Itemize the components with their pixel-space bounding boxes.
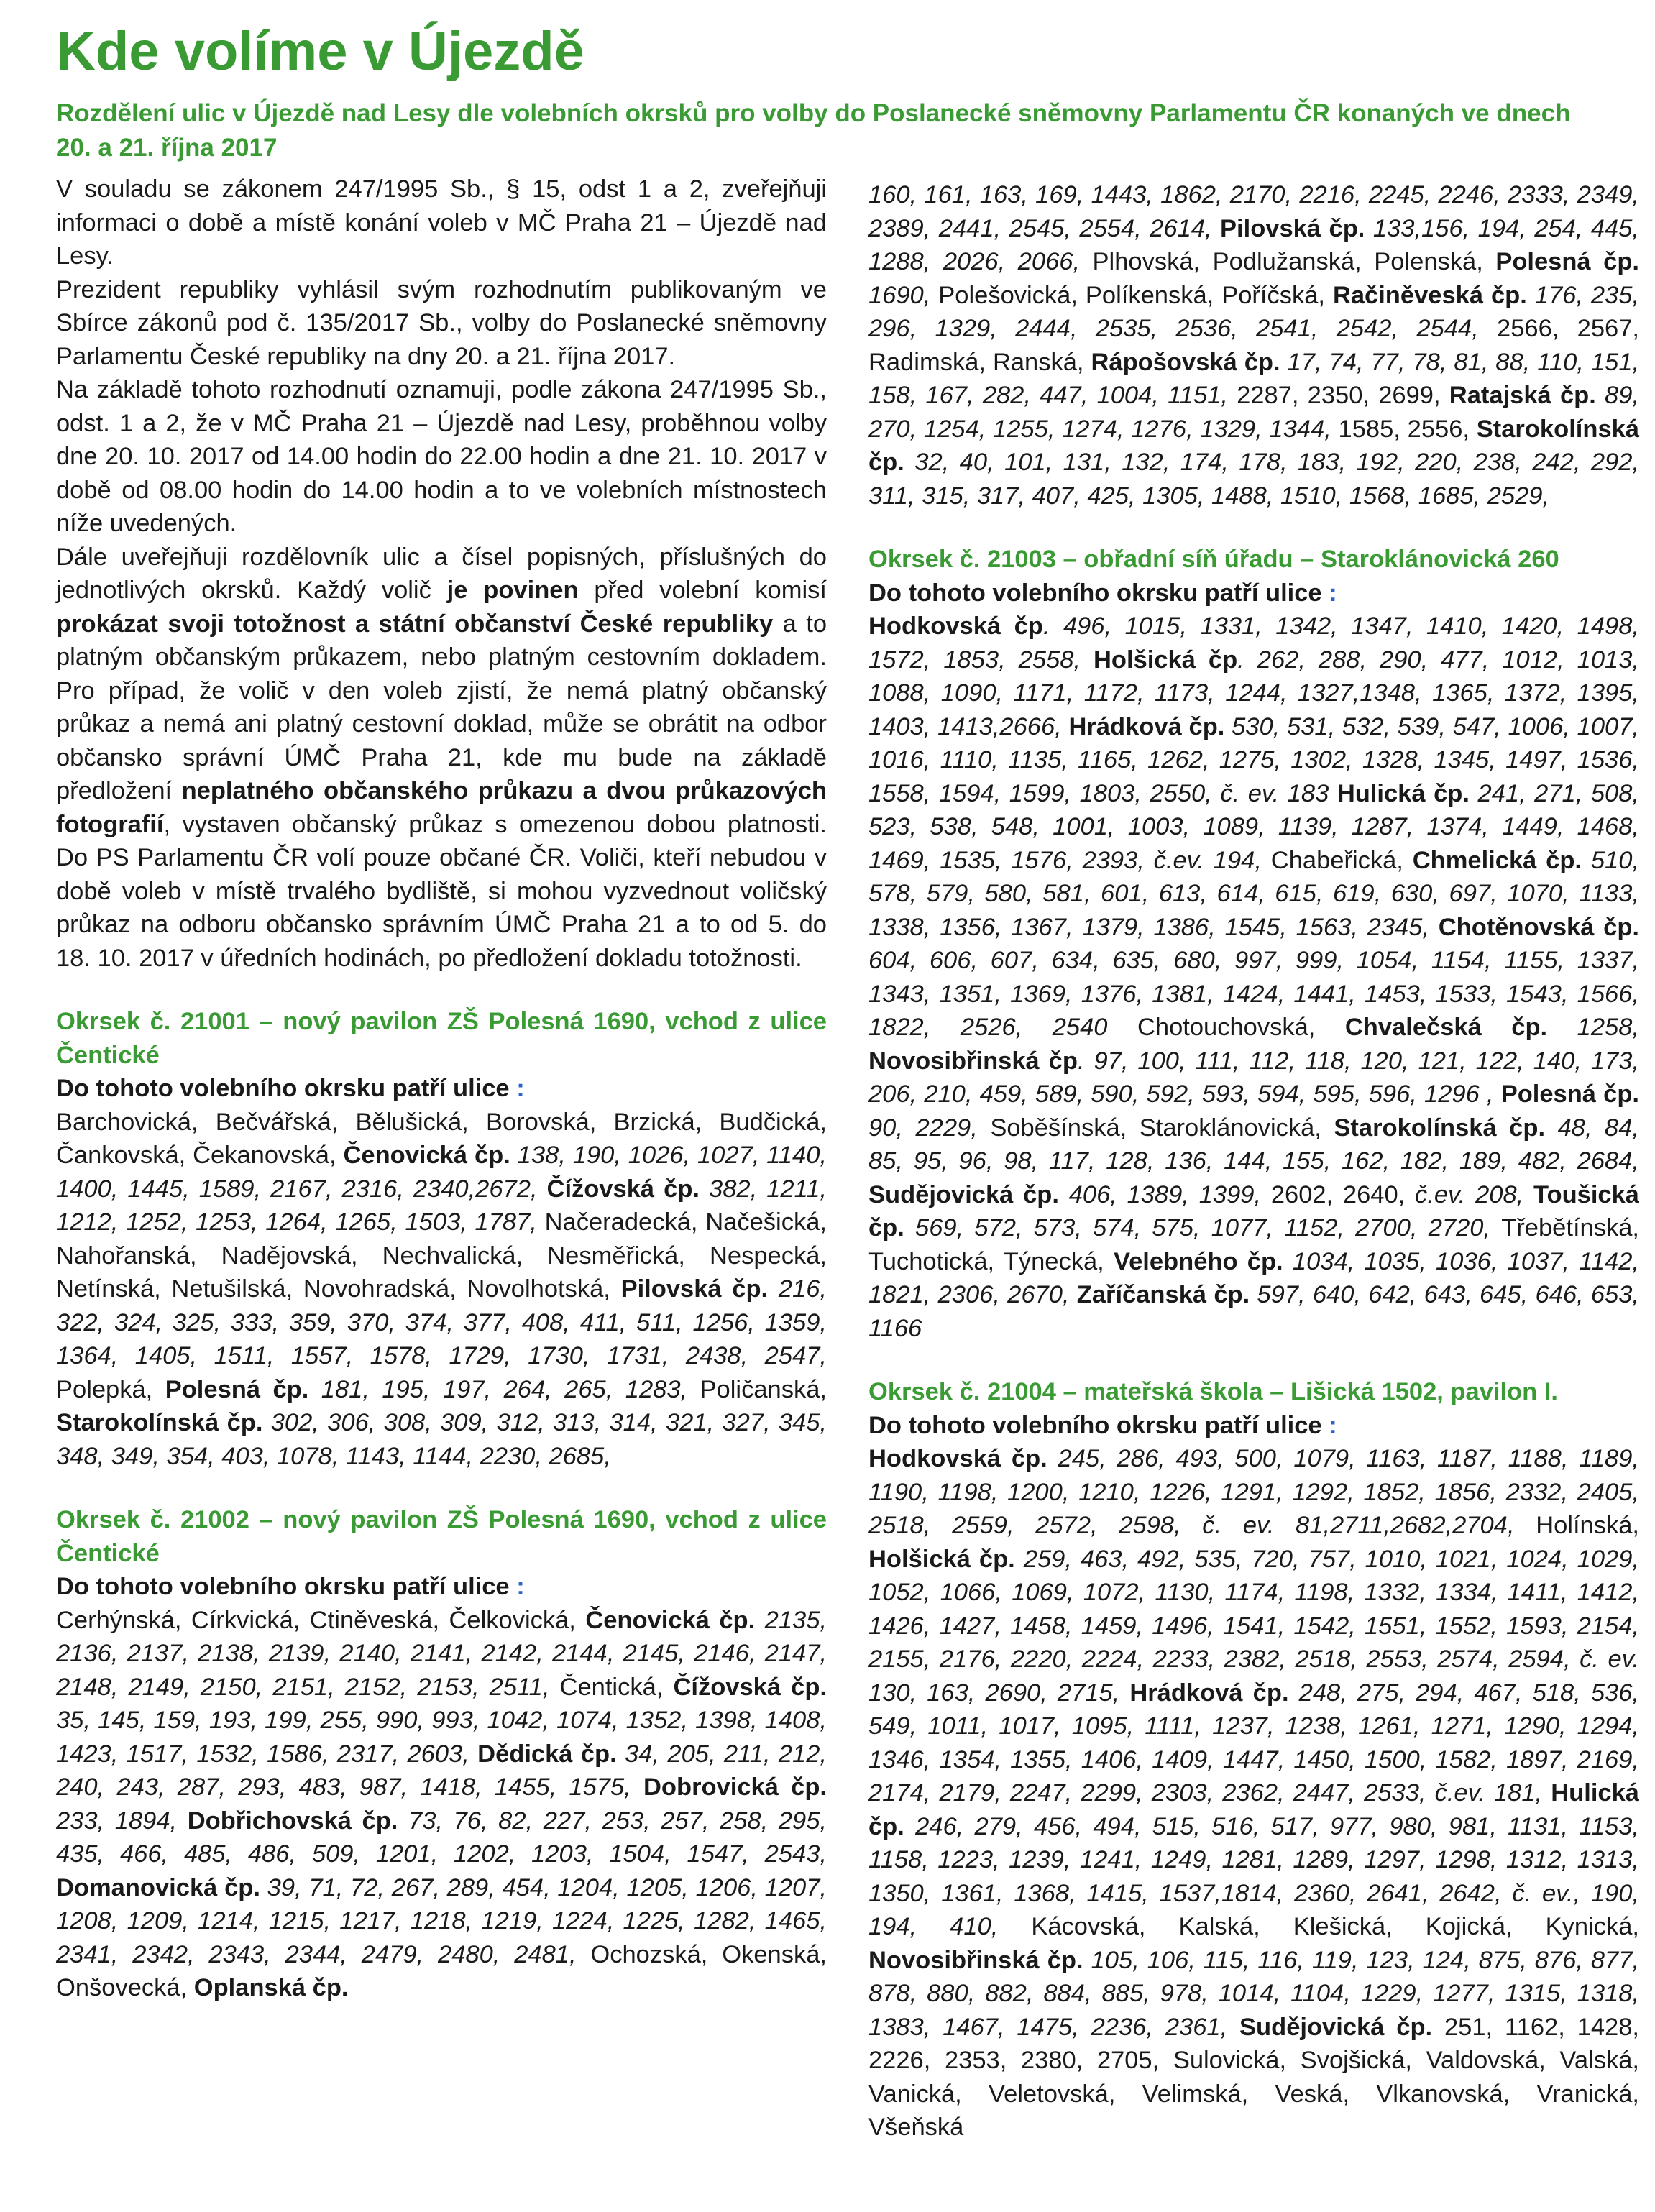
subheading-colon: : <box>1329 579 1337 607</box>
right-column <box>868 178 1639 2144</box>
house-numbers: 34, 205, 211, 212, 240, 243, 287, 293, 483, 987, 1418, 1455, 1575, <box>56 1740 827 1801</box>
street-name: Chvalečská čp. <box>1344 1014 1548 1041</box>
house-numbers: 604, 606, 607, 634, 635, 680, 997, 999, 1054, 1154, 1155, 1337, 1343, 1351, 1369, 1376, 1381, 1424, 1441, 1453, 1533, 1543, 1566, 1822, 2526, 2540 <box>868 947 1639 1041</box>
street-list <box>868 610 1639 1345</box>
intro-paragraph: Na základě tohoto rozhodnutí oznamuji, podle zákona 247/1995 Sb., odst. 1 a 2, že v MČ Praha 21 – Újezdě nad Lesy, proběhnou volby dne 20. 10. 2017 od 14.00 hodin do 22.00 hodin a dne 21. 10. 2017 v době od 08.00 hodin do 14.00 hodin a to ve volebních místnostech níže uvedených. <box>56 376 827 537</box>
house-numbers: . 496, 1015, 1331, 1342, 1347, 1410, 1420, 1498, 1572, 1853, 2558, <box>868 612 1639 674</box>
intro-paragraph: Dále uveřejňuji rozdělovník ulic a čísel popisných, příslušných do jednotlivých okrsků. Každý volič je povinen před volební komisí prokázat svoji totožnost a státní občanství České republiky a to platným občanským průkazem, nebo platným cestovním dokladem. Pro případ, že volič v den voleb zjistí, že nemá platný občanský průkaz a nemá ani platný cestovní doklad, může se obrátit na odbor občansko správní ÚMČ Praha 21, kde mu bude na základě předložení neplatného občanského průkazu a dvou průkazových fotografií, vystaven občanský průkaz s omezenou dobou platnosti. Do PS Parlamentu ČR volí pouze občané ČR. Voliči, kteří nebudou v době voleb v místě trvalého bydliště, si mohou vyzvednout voličský průkaz na odboru občansko správním ÚMČ Praha 21 a to od 5. do 18. 10. 2017 v úředních hodinách, po předložení dokladu totožnosti. <box>56 543 827 972</box>
street-name: Starokolínská čp. <box>868 415 1640 476</box>
street-name: Chmelická čp. <box>1412 846 1582 874</box>
street-name: Starokolínská čp. <box>1334 1114 1546 1142</box>
emphasis: je povinen <box>446 577 579 604</box>
house-numbers: 510, 578, 579, 580, 581, 601, 613, 614, 615, 619, 630, 697, 1070, 1133, 1338, 1356, 1367, 1379, 1386, 1545, 1563, 2345, <box>868 846 1639 941</box>
street-name: Novosibřinská čp. <box>868 1946 1083 1974</box>
subheading-colon: : <box>516 1573 525 1600</box>
street-name: Chotěnovská čp. <box>1438 913 1639 941</box>
street-names: Poličanská, <box>700 1375 827 1403</box>
street-names: Chabeřická, <box>1270 846 1413 874</box>
street-name: Čížovská čp. <box>673 1673 827 1701</box>
street-name: Polesná čp. <box>1500 1080 1639 1108</box>
district-21001 <box>56 1005 827 1473</box>
street-name: Hodkovská čp <box>868 612 1043 640</box>
street-list <box>56 1106 827 1474</box>
street-names: Chotouchovská, <box>1137 1014 1345 1041</box>
house-numbers: 259, 463, 492, 535, 720, 757, 1010, 1021, 1024, 1029, 1052, 1066, 1069, 1072, 1130, 1174, 1198, 1332, 1334, 1411, 1412, 1426, 1427, 1458, 1459, 1496, 1541, 1542, 1551, 1552, 1593, 2154, 2155, 2176, 2220, 2224, 2233, 2382, 2518, 2553, 2574, 2594, č. ev. 130, 163, 2690, 2715, <box>868 1545 1639 1707</box>
street-name: Novosibřinská čp <box>868 1047 1078 1075</box>
street-name: Sudějovická čp. <box>868 1180 1059 1208</box>
house-numbers: 39, 71, 72, 267, 289, 454, 1204, 1205, 1206, 1207, 1208, 1209, 1214, 1215, 1217, 1218, 1219, 1224, 1225, 1282, 1465, 2341, 2342, 2343, 2344, 2479, 2480, 2481, <box>56 1873 827 1968</box>
street-name: Hrádková čp. <box>1129 1679 1289 1707</box>
street-name: Starokolínská čp. <box>56 1409 263 1436</box>
subheading-text: Do tohoto volebního okrsku patří ulice <box>868 1411 1322 1439</box>
district-subheading <box>56 1570 827 1604</box>
house-numbers: 89, 270, 1254, 1255, 1274, 1276, 1329, 1344, <box>868 382 1640 443</box>
house-numbers: 32, 40, 101, 131, 132, 174, 178, 183, 192, 220, 238, 242, 292, 311, 315, 317, 407, 425, 1305, 1488, 1510, 1568, 1685, 2529, <box>868 449 1639 510</box>
house-numbers: 181, 195, 197, 264, 265, 1283, <box>308 1375 700 1403</box>
street-name: Hulická čp. <box>1337 779 1470 807</box>
street-names: Holínská, <box>1536 1512 1639 1539</box>
street-names: Třebětínská, Tuchotická, Týnecká, <box>868 1214 1639 1275</box>
house-numbers: 17, 74, 77, 78, 81, 88, 110, 151, 158, 167, 282, 447, 1004, 1151, <box>868 348 1639 409</box>
street-name: Toušická čp. <box>868 1180 1639 1242</box>
district-heading: Okrsek č. 21001 – nový pavilon ZŠ Polesná 1690, vchod z ulice Čentické <box>56 1008 827 1069</box>
subheading-text: Do tohoto volebního okrsku patří ulice <box>868 579 1322 607</box>
house-numbers: 302, 306, 308, 309, 312, 313, 314, 321, 327, 345, 348, 349, 354, 403, 1078, 1143, 1144, 2230, 2685, <box>56 1409 828 1470</box>
intro-paragraph: Prezident republiky vyhlásil svým rozhodnutím publikovaným ve Sbírce zákonů pod č. 135/2017 Sb., volby do Poslanecké sněmovny Parlamentu České republiky na dny 20. a 21. října 2017. <box>56 275 827 370</box>
street-name: Rápošovská čp. <box>1091 348 1280 376</box>
district-heading: Okrsek č. 21003 – obřadní síň úřadu – Staroklánovická 260 <box>868 546 1559 573</box>
house-numbers: 382, 1211, 1212, 1252, 1253, 1264, 1265, 1503, 1787, <box>56 1175 827 1236</box>
house-numbers: 2135, 2136, 2137, 2138, 2139, 2140, 2141, 2142, 2144, 2145, 2146, 2147, 2148, 2149, 2150, 2151, 2152, 2153, 2511, <box>56 1606 827 1701</box>
district-heading: Okrsek č. 21004 – mateřská škola – Lišická 1502, pavilon I. <box>868 1378 1558 1405</box>
street-name: Čenovická čp. <box>585 1606 756 1634</box>
street-names: Čentická, <box>559 1673 674 1701</box>
street-name: Zaříčanská čp. <box>1076 1281 1250 1308</box>
district-21002 <box>56 1503 827 2005</box>
street-names: Plhovská, Podlužanská, Polenská, <box>1092 248 1496 275</box>
district-subheading <box>868 577 1639 610</box>
house-numbers: 48, 84, 85, 95, 96, 98, 117, 128, 136, 144, 155, 162, 182, 189, 482, 2684, <box>868 1114 1640 1175</box>
street-name: Račiněveská čp. <box>1332 281 1527 309</box>
house-numbers: 245, 286, 493, 500, 1079, 1163, 1187, 1188, 1189, 1190, 1198, 1200, 1210, 1226, 1291, 1292, 1852, 1856, 2332, 2405, 2518, 2559, 2572, 2598, č. ev. 81,2711,2682,2704, <box>868 1445 1639 1539</box>
intro-paragraph: V souladu se zákonem 247/1995 Sb., § 15, odst 1 a 2, zveřejňuji informaci o době a místě konání voleb v MČ Praha 21 – Újezdě nad Lesy. <box>56 175 827 270</box>
street-name: Ratajská čp. <box>1449 382 1596 409</box>
house-numbers: 569, 572, 573, 574, 575, 1077, 1152, 2700, 2720, <box>904 1214 1502 1242</box>
street-names: Barchovická, Bečvářská, Bělušická, Borovská, Brzická, Budčická, Čankovská, Čekanovská, <box>56 1108 827 1169</box>
street-list-continued <box>868 178 1639 513</box>
street-name: Hrádková čp. <box>1068 712 1225 740</box>
emphasis: neplatného občanského průkazu a dvou průkazových fotografií <box>56 777 827 838</box>
district-21004 <box>868 1375 1639 2144</box>
district-heading: Okrsek č. 21002 – nový pavilon ZŠ Polesná 1690, vchod z ulice Čentické <box>56 1506 827 1567</box>
house-numbers: 241, 271, 508, 523, 538, 548, 1001, 1003, 1089, 1139, 1287, 1374, 1449, 1468, 1469, 1535, 1576, 2393, č.ev. 194, <box>868 779 1639 874</box>
street-name: Oplanská čp. <box>193 1974 349 2001</box>
street-names: 2602, 2640, <box>1270 1180 1416 1208</box>
street-names: Soběšínská, Staroklánovická, <box>990 1114 1334 1142</box>
subheading-colon: : <box>1329 1411 1337 1439</box>
street-names: Polepká, <box>56 1375 165 1403</box>
street-name: Pilovská čp. <box>620 1275 769 1303</box>
street-name: Dědická čp. <box>477 1740 617 1768</box>
house-numbers: 73, 76, 82, 227, 253, 257, 258, 295, 435, 466, 485, 486, 509, 1201, 1202, 1203, 1504, 1547, 2543, <box>56 1807 828 1868</box>
district-21003 <box>868 543 1639 1345</box>
street-names: 2566, 2567, Radimská, Ranská, <box>868 315 1639 376</box>
street-names: Ochozská, Okenská, Onšovecká, <box>56 1940 827 2001</box>
district-subheading <box>868 1409 1639 1443</box>
street-names: Polešovická, Políkenská, Poříčská, <box>938 281 1333 309</box>
house-numbers: 597, 640, 642, 643, 645, 646, 653, 1166 <box>868 1281 1639 1342</box>
house-numbers: 233, 1894, <box>56 1807 188 1835</box>
street-name: Holšická čp. <box>868 1545 1015 1573</box>
street-name: Čenovická čp. <box>343 1142 510 1169</box>
street-name: Hulická čp. <box>868 1779 1639 1840</box>
house-numbers: 216, 322, 324, 325, 333, 359, 370, 374, 377, 408, 411, 511, 1256, 1359, 1364, 1405, 1511, 1557, 1578, 1729, 1730, 1731, 2438, 2547, <box>56 1275 827 1369</box>
house-numbers: . 262, 288, 290, 477, 1012, 1013, 1088, 1090, 1171, 1172, 1173, 1244, 1327,1348, 1365, 1372, 1395, 1403, 1413,2666, <box>868 646 1639 740</box>
subheading-text: Do tohoto volebního okrsku patří ulice <box>56 1075 510 1102</box>
street-name: Sudějovická čp. <box>1239 2013 1433 2041</box>
subheading-colon: : <box>516 1075 525 1102</box>
house-numbers: 133,156, 194, 254, 445, 1288, 2026, 2066, <box>868 214 1640 275</box>
house-numbers: 248, 275, 294, 467, 518, 536, 549, 1011, 1017, 1095, 1111, 1237, 1238, 1261, 1271, 1290, 1294, 1346, 1354, 1355, 1406, 1409, 1447, 1450, 1500, 1582, 1897, 2169, 2174, 2179, 2247, 2299, 2303, 2362, 2447, 2533, č.ev. 181, <box>868 1679 1639 1807</box>
house-numbers: 105, 106, 115, 116, 119, 123, 124, 875, 876, 877, 878, 880, 882, 884, 885, 978, 1014, 1104, 1229, 1277, 1315, 1318, 1383, 1467, 1475, 2236, 2361, <box>868 1946 1639 2041</box>
street-names: 1585, 2556, <box>1338 415 1477 443</box>
house-numbers: 1034, 1035, 1036, 1037, 1142, 1821, 2306, 2670, <box>868 1247 1639 1308</box>
house-numbers: . 97, 100, 111, 112, 118, 120, 121, 122, 140, 173, 206, 210, 459, 589, 590, 592, 593, 594, 595, 596, 1296 , <box>868 1047 1639 1108</box>
street-list <box>56 1604 827 2005</box>
page-subtitle: Rozdělení ulic v Újezdě nad Lesy dle volebních okrsků pro volby do Poslanecké sněmovny Parlamentu ČR konaných ve dnech 20. a 21. října 2017 <box>56 99 1571 162</box>
street-name: Dobřichovská čp. <box>187 1807 398 1835</box>
street-name: Polesná čp. <box>1495 248 1639 275</box>
street-names: Cerhýnská, Církvická, Ctiněveská, Čelkovická, <box>56 1606 586 1634</box>
house-numbers: 1258, <box>1547 1014 1639 1041</box>
street-name: Domanovická čp. <box>56 1873 260 1901</box>
house-numbers: 138, 190, 1026, 1027, 1140, 1400, 1445, 1589, 2167, 2316, 2340,2672, <box>56 1142 827 1203</box>
house-numbers: 90, 2229, <box>868 1114 991 1142</box>
street-names: 251, 1162, 1428, 2226, 2353, 2380, 2705, Sulovická, Svojšická, Valdovská, Valská, Vanická, Veletovská, Velimská, Veská, Vlkanovská, Vranická, Všeňská <box>868 2013 1639 2141</box>
street-names: Kácovská, Kalská, Klešická, Kojická, Kynická, <box>1031 1913 1640 1940</box>
street-names: Načeradecká, Načešická, Nahořanská, Nadějovská, Nechvalická, Nesměřická, Nespecká, Netínská, Netušilská, Novohradská, Novolhotská, <box>56 1208 827 1303</box>
street-name: Čížovská čp. <box>546 1175 700 1203</box>
house-numbers: 35, 145, 159, 193, 199, 255, 990, 993, 1042, 1074, 1352, 1398, 1408, 1423, 1517, 1532, 1586, 2317, 2603, <box>56 1707 827 1768</box>
house-numbers: 176, 235, 296, 1329, 2444, 2535, 2536, 2541, 2542, 2544, <box>868 281 1639 342</box>
district-subheading <box>56 1072 827 1106</box>
street-names: 2287, 2350, 2699, <box>1237 382 1449 409</box>
house-numbers: 530, 531, 532, 539, 547, 1006, 1007, 1016, 1110, 1135, 1165, 1262, 1275, 1302, 1328, 1345, 1497, 1536, 1558, 1594, 1599, 1803, 2550, č. ev. 183 <box>868 712 1640 807</box>
street-list <box>868 1442 1639 2144</box>
street-name: Polesná čp. <box>165 1375 309 1403</box>
street-name: Dobrovická čp. <box>643 1773 827 1801</box>
emphasis: prokázat svoji totožnost a státní občanství České republiky <box>56 610 774 638</box>
house-numbers: č.ev. 208, <box>1415 1180 1533 1208</box>
street-name: Holšická čp <box>1094 646 1238 674</box>
house-numbers: 1690, <box>868 281 939 309</box>
left-column <box>56 173 827 2005</box>
subheading-text: Do tohoto volebního okrsku patří ulice <box>56 1573 510 1600</box>
street-name: Hodkovská čp. <box>868 1445 1047 1472</box>
house-numbers: 160, 161, 163, 169, 1443, 1862, 2170, 2216, 2245, 2246, 2333, 2349, 2389, 2441, 2545, 2554, 2614, <box>868 181 1639 242</box>
street-name: Velebného čp. <box>1113 1247 1283 1275</box>
house-numbers: 246, 279, 456, 494, 515, 516, 517, 977, 980, 981, 1131, 1153, 1158, 1223, 1239, 1241, 1249, 1281, 1289, 1297, 1298, 1312, 1313, 1350, 1361, 1368, 1415, 1537,1814, 2360, 2641, 2642, č. ev., 190, 194, 410, <box>868 1812 1639 1940</box>
house-numbers: 406, 1389, 1399, <box>1058 1180 1271 1208</box>
page-title: Kde volíme v Újezdě <box>56 21 584 82</box>
street-name: Pilovská čp. <box>1220 214 1365 242</box>
